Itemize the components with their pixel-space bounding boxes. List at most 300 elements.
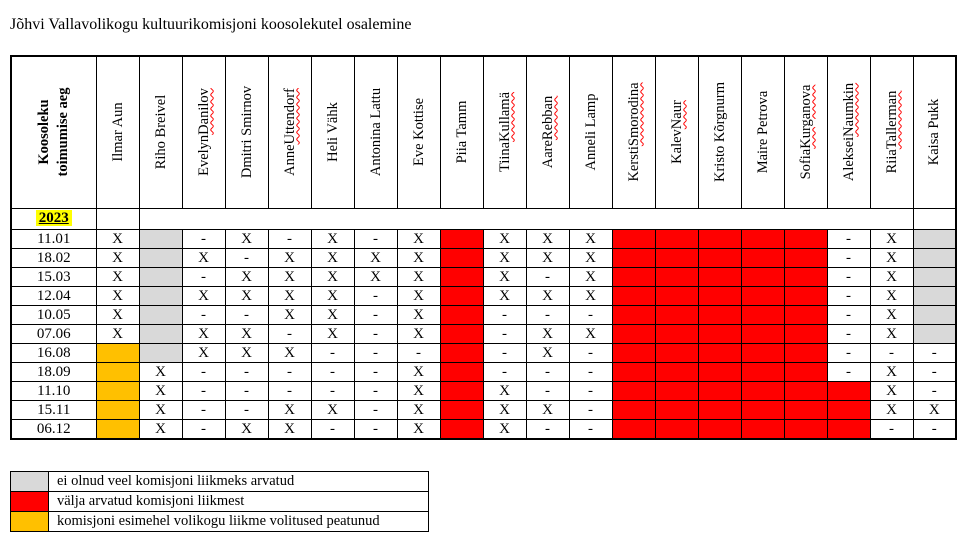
attendance-cell: X — [397, 248, 440, 267]
attendance-cell: - — [311, 419, 354, 439]
attendance-cell-not-yet-member — [139, 343, 182, 362]
attendance-cell-mandate-suspended — [96, 343, 139, 362]
attendance-cell: - — [182, 267, 225, 286]
attendance-cell-excluded — [698, 267, 741, 286]
attendance-cell: - — [913, 343, 956, 362]
legend-label: komisjoni esimehel volikogu liikme volitused peatunud — [49, 512, 429, 532]
attendance-cell-excluded — [612, 229, 655, 248]
attendance-cell: - — [225, 381, 268, 400]
column-header-maire-petrova — [741, 56, 784, 208]
attendance-cell: X — [397, 267, 440, 286]
column-header-ilmar-aun — [96, 56, 139, 208]
attendance-cell: - — [913, 362, 956, 381]
column-header-heli-vähk — [311, 56, 354, 208]
person-surname-misspelled: Kurganova — [797, 84, 813, 150]
attendance-cell-excluded — [655, 381, 698, 400]
attendance-cell-excluded — [741, 324, 784, 343]
attendance-cell: - — [569, 362, 612, 381]
date-cell: 11.10 — [11, 381, 96, 400]
attendance-cell: X — [225, 419, 268, 439]
attendance-cell: X — [483, 248, 526, 267]
attendance-cell: - — [268, 229, 311, 248]
year-row — [11, 208, 956, 229]
attendance-cell: X — [268, 305, 311, 324]
person-firstname: Sofia — [797, 149, 813, 180]
attendance-cell: X — [913, 400, 956, 419]
date-cell: 12.04 — [11, 286, 96, 305]
attendance-cell: X — [182, 324, 225, 343]
attendance-cell: X — [870, 400, 913, 419]
person-surname-misspelled: Uttendorf — [281, 88, 297, 145]
attendance-cell-excluded — [741, 229, 784, 248]
attendance-cell-excluded — [440, 324, 483, 343]
attendance-cell: - — [225, 305, 268, 324]
attendance-cell: X — [397, 381, 440, 400]
attendance-cell: X — [870, 229, 913, 248]
attendance-cell-excluded — [784, 343, 827, 362]
attendance-cell: X — [569, 286, 612, 305]
table-row — [11, 267, 956, 286]
column-header-kersti-smorodina — [612, 56, 655, 208]
attendance-cell-excluded — [741, 286, 784, 305]
attendance-cell: X — [397, 286, 440, 305]
attendance-cell-mandate-suspended — [96, 381, 139, 400]
attendance-cell-excluded — [784, 419, 827, 439]
person-name-text: Piia Tamm — [453, 100, 469, 164]
attendance-cell-excluded — [784, 400, 827, 419]
attendance-cell-excluded — [440, 400, 483, 419]
attendance-cell: X — [311, 286, 354, 305]
column-header-antonina-lattu — [354, 56, 397, 208]
attendance-cell-excluded — [741, 248, 784, 267]
corner-header-cell — [11, 56, 96, 208]
person-surname-misspelled: Rebban — [539, 96, 555, 141]
table-row — [11, 305, 956, 324]
attendance-cell-excluded — [698, 400, 741, 419]
attendance-cell: X — [96, 229, 139, 248]
date-cell: 15.11 — [11, 400, 96, 419]
attendance-cell-excluded — [612, 381, 655, 400]
table-row — [11, 381, 956, 400]
attendance-cell: - — [311, 362, 354, 381]
attendance-cell-excluded — [698, 324, 741, 343]
attendance-cell: - — [483, 362, 526, 381]
attendance-cell: X — [96, 286, 139, 305]
attendance-cell-excluded — [440, 381, 483, 400]
person-name-text: Heli Vähk — [324, 102, 340, 163]
corner-header-line: toimumise aeg — [54, 87, 71, 177]
legend-table — [10, 471, 429, 532]
attendance-cell: X — [397, 419, 440, 439]
attendance-cell-excluded — [698, 419, 741, 439]
attendance-cell: - — [569, 400, 612, 419]
attendance-cell-excluded — [655, 343, 698, 362]
attendance-cell-excluded — [612, 362, 655, 381]
attendance-cell: X — [483, 381, 526, 400]
date-cell: 11.01 — [11, 229, 96, 248]
attendance-cell: X — [870, 381, 913, 400]
attendance-cell: - — [311, 381, 354, 400]
table-row — [11, 400, 956, 419]
table-row — [11, 229, 956, 248]
attendance-cell: X — [397, 324, 440, 343]
attendance-cell-not-yet-member — [139, 229, 182, 248]
person-name-text — [484, 58, 526, 206]
attendance-cell-excluded — [655, 248, 698, 267]
attendance-cell-excluded — [655, 229, 698, 248]
attendance-cell-excluded — [440, 267, 483, 286]
attendance-cell: - — [182, 419, 225, 439]
attendance-cell: - — [268, 362, 311, 381]
year-date-cell — [11, 208, 96, 229]
legend-row — [11, 512, 429, 532]
attendance-cell: X — [139, 419, 182, 439]
person-name-text — [828, 58, 870, 206]
attendance-cell: - — [354, 343, 397, 362]
attendance-cell-excluded — [784, 267, 827, 286]
attendance-cell: - — [526, 305, 569, 324]
attendance-cell: X — [526, 248, 569, 267]
attendance-cell-excluded — [655, 267, 698, 286]
year-merged-cell — [139, 208, 913, 229]
attendance-cell: - — [354, 419, 397, 439]
attendance-cell: - — [483, 343, 526, 362]
attendance-cell: X — [569, 267, 612, 286]
attendance-cell-excluded — [440, 248, 483, 267]
attendance-table — [10, 55, 957, 440]
person-surname-misspelled: Tallerman — [883, 90, 899, 150]
attendance-cell: - — [569, 343, 612, 362]
attendance-cell: - — [483, 324, 526, 343]
attendance-cell: - — [827, 324, 870, 343]
attendance-cell-excluded — [655, 400, 698, 419]
attendance-cell: - — [526, 419, 569, 439]
legend-swatch — [11, 512, 49, 532]
column-header-eve-kottise — [397, 56, 440, 208]
attendance-cell: - — [526, 381, 569, 400]
person-name-text: Kristo Kõrgnurm — [711, 82, 727, 183]
attendance-cell: X — [311, 324, 354, 343]
attendance-cell-excluded — [440, 305, 483, 324]
attendance-cell: X — [483, 400, 526, 419]
person-name-text — [613, 58, 655, 206]
attendance-cell: - — [526, 362, 569, 381]
attendance-cell: X — [870, 248, 913, 267]
attendance-cell: X — [870, 305, 913, 324]
column-header-riia-tallerman — [870, 56, 913, 208]
attendance-cell: X — [569, 248, 612, 267]
attendance-cell: X — [311, 400, 354, 419]
attendance-cell: X — [526, 324, 569, 343]
person-name-text — [183, 58, 225, 206]
attendance-cell: - — [182, 381, 225, 400]
attendance-cell-not-yet-member — [139, 267, 182, 286]
attendance-cell-excluded — [612, 400, 655, 419]
column-header-aleksei-naumkin — [827, 56, 870, 208]
attendance-cell: X — [225, 286, 268, 305]
attendance-cell-not-yet-member — [913, 324, 956, 343]
attendance-cell: - — [354, 286, 397, 305]
attendance-cell: X — [182, 286, 225, 305]
attendance-cell: - — [311, 343, 354, 362]
attendance-cell: X — [483, 229, 526, 248]
date-cell: 16.08 — [11, 343, 96, 362]
attendance-cell: X — [870, 267, 913, 286]
attendance-cell-excluded — [741, 362, 784, 381]
column-header-anneli-lamp — [569, 56, 612, 208]
column-header-kristo-kõrgnurm — [698, 56, 741, 208]
person-name-text: Anneli Lamp — [582, 93, 598, 171]
legend-swatch — [11, 492, 49, 512]
person-name-text — [785, 58, 827, 206]
person-firstname: Tiina — [496, 142, 512, 173]
person-firstname: Kersti — [625, 146, 641, 182]
attendance-cell: - — [354, 400, 397, 419]
attendance-cell: X — [311, 267, 354, 286]
attendance-cell-excluded — [440, 229, 483, 248]
attendance-cell-excluded — [612, 419, 655, 439]
corner-header-text — [12, 58, 96, 206]
attendance-cell: X — [96, 324, 139, 343]
attendance-cell-not-yet-member — [139, 248, 182, 267]
date-cell: 18.02 — [11, 248, 96, 267]
attendance-cell: - — [354, 305, 397, 324]
attendance-cell-excluded — [827, 400, 870, 419]
person-name-text — [527, 58, 569, 206]
person-name-text: Antonina Lattu — [367, 88, 383, 177]
attendance-cell-excluded — [698, 381, 741, 400]
attendance-cell: - — [827, 305, 870, 324]
attendance-cell: X — [397, 305, 440, 324]
person-surname-misspelled: Kullamä — [496, 92, 512, 143]
column-header-tiina-kullamä — [483, 56, 526, 208]
attendance-cell: X — [397, 362, 440, 381]
attendance-cell-excluded — [784, 248, 827, 267]
attendance-cell: - — [354, 362, 397, 381]
person-name-text: Dmitri Smirnov — [238, 86, 254, 179]
column-header-aare-rebban — [526, 56, 569, 208]
attendance-cell-not-yet-member — [913, 248, 956, 267]
attendance-cell-excluded — [784, 305, 827, 324]
person-name-text — [269, 58, 311, 206]
attendance-cell-excluded — [612, 324, 655, 343]
attendance-cell-excluded — [784, 286, 827, 305]
attendance-cell: X — [526, 400, 569, 419]
attendance-cell: - — [182, 400, 225, 419]
person-name-text: Ilmar Aun — [109, 102, 125, 162]
attendance-cell: X — [483, 267, 526, 286]
attendance-cell: - — [268, 324, 311, 343]
legend-label: ei olnud veel komisjoni liikmeks arvatud — [49, 472, 429, 492]
attendance-cell: - — [268, 381, 311, 400]
attendance-cell: X — [311, 305, 354, 324]
attendance-cell: X — [139, 400, 182, 419]
attendance-cell: - — [870, 343, 913, 362]
attendance-cell-excluded — [440, 419, 483, 439]
attendance-cell: X — [268, 286, 311, 305]
attendance-cell-excluded — [655, 324, 698, 343]
attendance-cell-excluded — [655, 305, 698, 324]
attendance-cell-excluded — [698, 248, 741, 267]
attendance-cell: X — [397, 400, 440, 419]
table-row — [11, 286, 956, 305]
person-surname-misspelled: Danilov — [195, 88, 211, 136]
attendance-cell: X — [96, 248, 139, 267]
attendance-cell-excluded — [784, 229, 827, 248]
attendance-cell: - — [827, 286, 870, 305]
attendance-cell-mandate-suspended — [96, 362, 139, 381]
attendance-cell-excluded — [612, 305, 655, 324]
table-row — [11, 343, 956, 362]
attendance-cell-excluded — [698, 286, 741, 305]
person-name-text: Riho Breivel — [152, 95, 168, 170]
attendance-cell: - — [225, 400, 268, 419]
person-firstname: Anne — [281, 144, 297, 177]
attendance-cell-not-yet-member — [139, 305, 182, 324]
column-header-riho-breivel — [139, 56, 182, 208]
attendance-cell: X — [268, 248, 311, 267]
attendance-cell: X — [311, 229, 354, 248]
page-title: Jõhvi Vallavolikogu kultuurikomisjoni koosolekutel osalemine — [10, 16, 412, 33]
attendance-cell: - — [225, 362, 268, 381]
attendance-cell-not-yet-member — [139, 286, 182, 305]
attendance-cell: - — [827, 248, 870, 267]
attendance-cell-excluded — [741, 267, 784, 286]
attendance-cell: X — [96, 305, 139, 324]
attendance-cell: - — [182, 362, 225, 381]
person-surname-misspelled: Naumkin — [840, 83, 856, 138]
attendance-cell: X — [354, 267, 397, 286]
person-firstname: Aare — [539, 140, 555, 169]
attendance-cell: - — [569, 305, 612, 324]
person-firstname: Kalev — [668, 129, 684, 165]
attendance-cell: - — [354, 381, 397, 400]
attendance-cell: X — [526, 229, 569, 248]
attendance-cell-not-yet-member — [913, 267, 956, 286]
attendance-cell: X — [268, 267, 311, 286]
year-empty-cell — [96, 208, 139, 229]
attendance-cell: X — [526, 286, 569, 305]
attendance-cell-excluded — [655, 419, 698, 439]
attendance-cell: X — [225, 324, 268, 343]
attendance-cell: - — [827, 343, 870, 362]
person-name-text — [871, 58, 913, 206]
column-header-dmitri-smirnov — [225, 56, 268, 208]
attendance-cell: X — [139, 381, 182, 400]
date-cell: 06.12 — [11, 419, 96, 439]
attendance-cell: X — [182, 248, 225, 267]
attendance-cell-excluded — [741, 381, 784, 400]
attendance-cell: X — [397, 229, 440, 248]
attendance-cell: - — [569, 419, 612, 439]
attendance-cell-excluded — [698, 362, 741, 381]
attendance-cell-mandate-suspended — [96, 419, 139, 439]
attendance-cell: - — [483, 305, 526, 324]
attendance-cell-excluded — [655, 286, 698, 305]
header-row — [11, 56, 956, 208]
attendance-cell: - — [354, 324, 397, 343]
attendance-cell-excluded — [698, 305, 741, 324]
attendance-cell-excluded — [612, 248, 655, 267]
attendance-cell: - — [354, 229, 397, 248]
attendance-cell: - — [569, 381, 612, 400]
attendance-cell-mandate-suspended — [96, 400, 139, 419]
table-row — [11, 248, 956, 267]
attendance-cell-not-yet-member — [913, 229, 956, 248]
attendance-cell: - — [182, 229, 225, 248]
date-cell: 07.06 — [11, 324, 96, 343]
attendance-cell-excluded — [655, 362, 698, 381]
attendance-cell: X — [225, 267, 268, 286]
attendance-cell-excluded — [612, 343, 655, 362]
attendance-cell: X — [870, 324, 913, 343]
legend-label: välja arvatud komisjoni liikmest — [49, 492, 429, 512]
attendance-cell: X — [96, 267, 139, 286]
attendance-cell: - — [526, 267, 569, 286]
attendance-cell-excluded — [741, 343, 784, 362]
person-surname-misspelled: Smorodina — [625, 82, 641, 147]
person-name-text: Kaisa Pukk — [925, 99, 942, 166]
person-name-text — [656, 58, 698, 206]
attendance-cell: X — [569, 229, 612, 248]
attendance-cell-excluded — [612, 267, 655, 286]
legend-swatch — [11, 472, 49, 492]
attendance-cell: - — [913, 419, 956, 439]
year-empty-cell — [913, 208, 956, 229]
attendance-cell: X — [311, 248, 354, 267]
attendance-cell: - — [827, 267, 870, 286]
corner-header-line: Koosoleku — [35, 99, 52, 165]
attendance-cell-excluded — [784, 362, 827, 381]
person-firstname: Riia — [883, 149, 899, 174]
attendance-cell: X — [870, 286, 913, 305]
attendance-cell: - — [827, 362, 870, 381]
attendance-cell: X — [354, 248, 397, 267]
attendance-cell-not-yet-member — [139, 324, 182, 343]
date-cell: 15.03 — [11, 267, 96, 286]
attendance-cell: - — [182, 305, 225, 324]
attendance-cell: X — [483, 286, 526, 305]
attendance-cell-excluded — [612, 286, 655, 305]
attendance-cell: - — [827, 229, 870, 248]
column-header-kaisa-pukk — [913, 56, 956, 208]
legend-row — [11, 492, 429, 512]
attendance-cell: X — [139, 362, 182, 381]
column-header-sofia-kurganova — [784, 56, 827, 208]
attendance-cell-excluded — [440, 343, 483, 362]
year-badge: 2023 — [36, 210, 72, 226]
table-row — [11, 362, 956, 381]
attendance-cell-excluded — [698, 343, 741, 362]
column-header-evelyn-danilov — [182, 56, 225, 208]
attendance-cell: X — [483, 419, 526, 439]
date-cell: 10.05 — [11, 305, 96, 324]
attendance-cell: - — [870, 419, 913, 439]
attendance-cell: X — [268, 419, 311, 439]
attendance-cell-not-yet-member — [913, 286, 956, 305]
date-cell: 18.09 — [11, 362, 96, 381]
column-header-kalev-naur — [655, 56, 698, 208]
attendance-cell: - — [397, 343, 440, 362]
attendance-cell-excluded — [827, 381, 870, 400]
attendance-cell-excluded — [741, 419, 784, 439]
person-name-text: Eve Kottise — [410, 98, 426, 167]
attendance-cell-excluded — [440, 286, 483, 305]
attendance-cell-excluded — [741, 400, 784, 419]
attendance-cell: X — [225, 343, 268, 362]
attendance-cell: X — [225, 229, 268, 248]
table-row — [11, 324, 956, 343]
